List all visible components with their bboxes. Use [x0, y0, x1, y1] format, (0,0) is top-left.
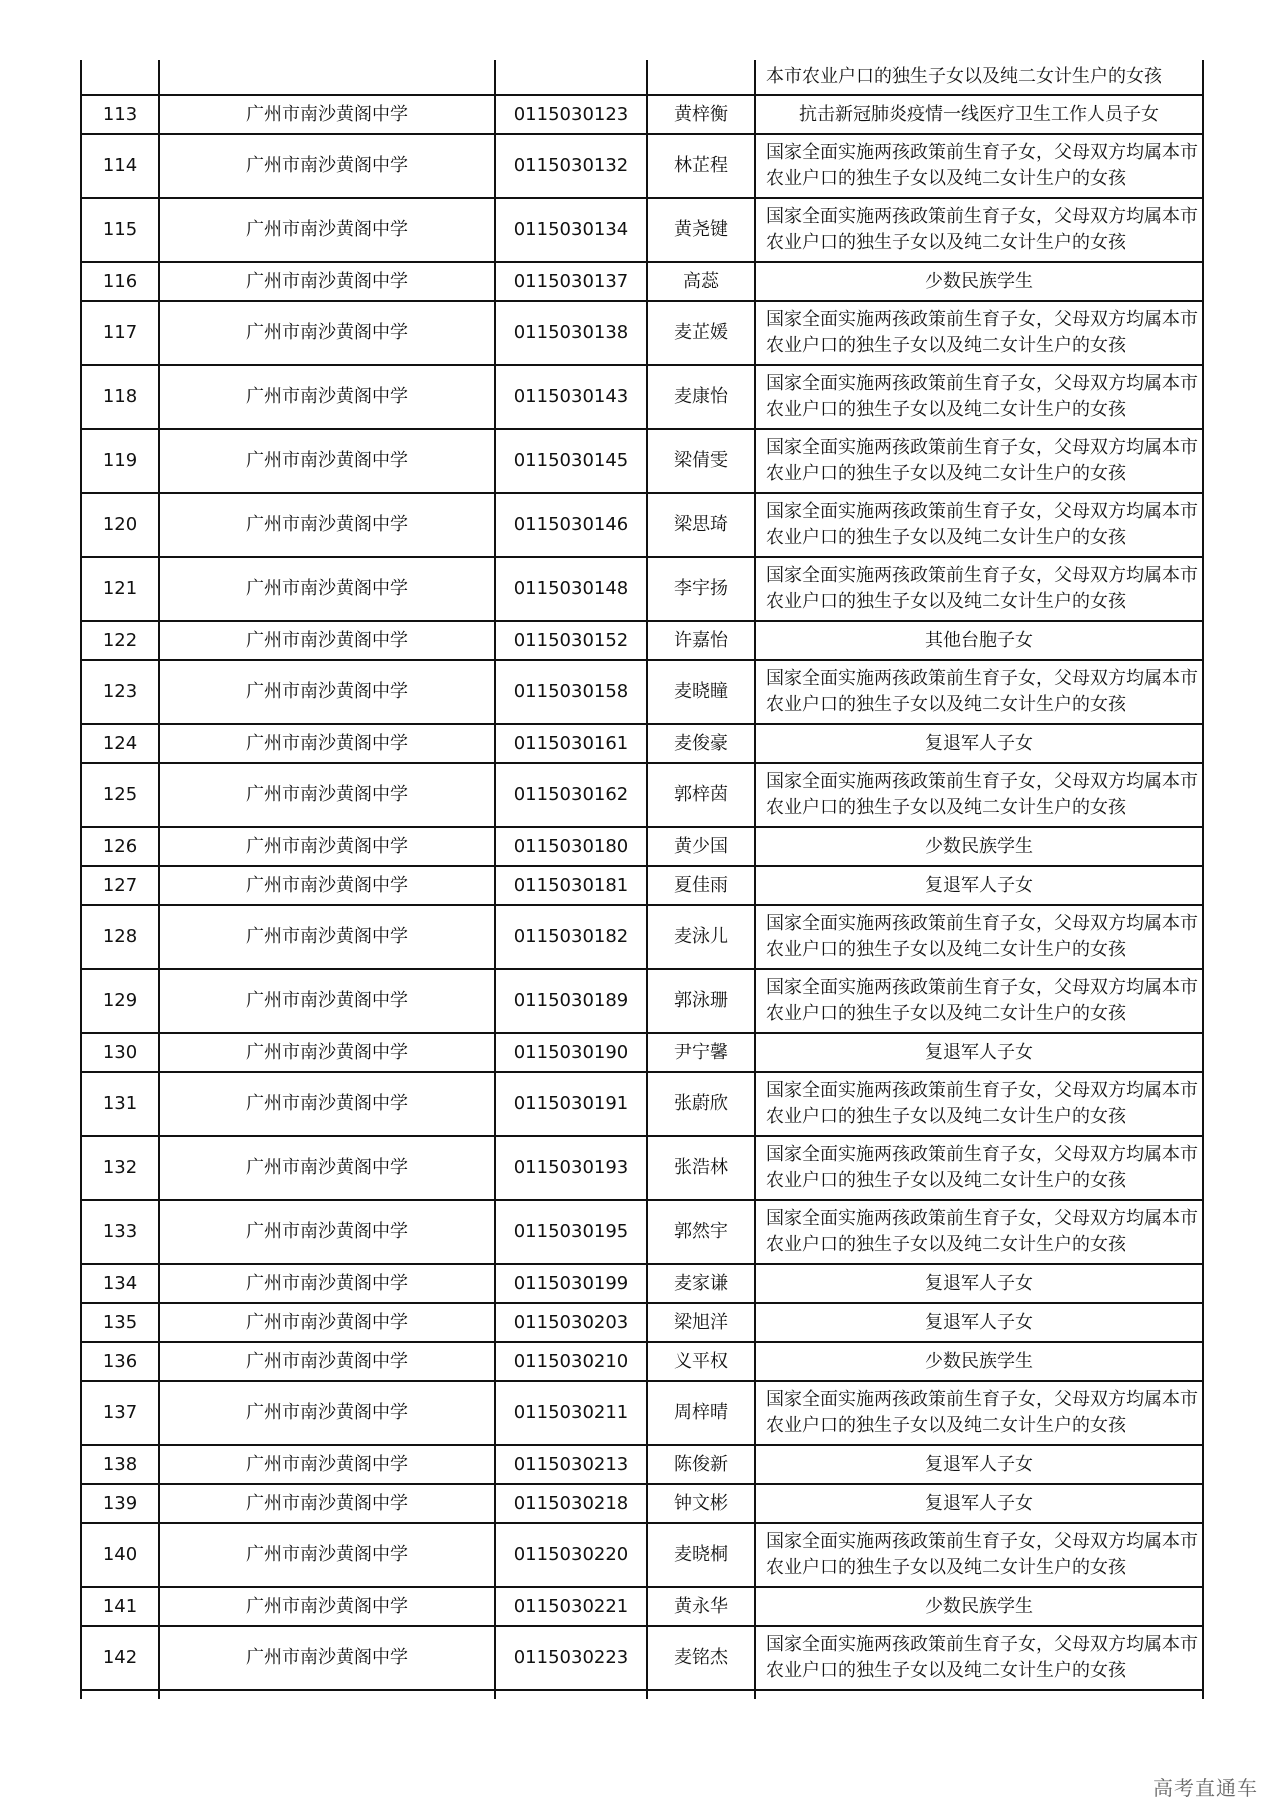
cell-school: 广州市南沙黄阁中学 — [159, 763, 495, 827]
cell-category: 少数民族学生 — [755, 1587, 1203, 1626]
cell-id — [495, 60, 647, 95]
cell-category: 国家全面实施两孩政策前生育子女，父母双方均属本市农业户口的独生子女以及纯二女计生户的女孩 — [755, 365, 1203, 429]
cell-id: 0115030152 — [495, 621, 647, 660]
cell-name: 麦芷媛 — [647, 301, 755, 365]
cell-category: 国家全面实施两孩政策前生育子女，父母双方均属本市农业户口的独生子女以及纯二女计生户的女孩 — [755, 1523, 1203, 1587]
cell-no: 129 — [81, 969, 159, 1033]
cell-name: 张浩林 — [647, 1136, 755, 1200]
cell-name: 陈俊新 — [647, 1445, 755, 1484]
table-row — [81, 621, 1203, 660]
cell-id: 0115030203 — [495, 1303, 647, 1342]
cell-no — [81, 60, 159, 95]
table-row — [81, 198, 1203, 262]
cell-school: 广州市南沙黄阁中学 — [159, 969, 495, 1033]
cell-no: 125 — [81, 763, 159, 827]
cell-category: 复退军人子女 — [755, 724, 1203, 763]
cell-id: 0115030210 — [495, 1342, 647, 1381]
cell-category: 少数民族学生 — [755, 827, 1203, 866]
table-row — [81, 1033, 1203, 1072]
cell-no: 118 — [81, 365, 159, 429]
cell-school: 广州市南沙黄阁中学 — [159, 1136, 495, 1200]
cell-id: 0115030145 — [495, 429, 647, 493]
cell-name: 黄尧键 — [647, 198, 755, 262]
cell-no: 126 — [81, 827, 159, 866]
cell-no: 132 — [81, 1136, 159, 1200]
cell-school: 广州市南沙黄阁中学 — [159, 1626, 495, 1690]
table-row — [81, 866, 1203, 905]
table-row — [81, 763, 1203, 827]
cell-category: 国家全面实施两孩政策前生育子女，父母双方均属本市农业户口的独生子女以及纯二女计生户的女孩 — [755, 493, 1203, 557]
table-row — [81, 969, 1203, 1033]
table-row — [81, 1072, 1203, 1136]
cell-name: 尹宁馨 — [647, 1033, 755, 1072]
cell-no: 127 — [81, 866, 159, 905]
cell-name: 李宇扬 — [647, 557, 755, 621]
cell-no: 121 — [81, 557, 159, 621]
continuation-row — [81, 60, 1203, 95]
cell-school: 广州市南沙黄阁中学 — [159, 1072, 495, 1136]
cell-category: 复退军人子女 — [755, 1264, 1203, 1303]
table-row — [81, 827, 1203, 866]
cell-no: 119 — [81, 429, 159, 493]
cell-category: 国家全面实施两孩政策前生育子女，父母双方均属本市农业户口的独生子女以及纯二女计生户的女孩 — [755, 429, 1203, 493]
table-row — [81, 905, 1203, 969]
cell-school: 广州市南沙黄阁中学 — [159, 1381, 495, 1445]
cell-id: 0115030211 — [495, 1381, 647, 1445]
cell-name — [647, 60, 755, 95]
cell-no: 113 — [81, 95, 159, 134]
cell-name: 许嘉怡 — [647, 621, 755, 660]
cell-school: 广州市南沙黄阁中学 — [159, 365, 495, 429]
cell-category: 少数民族学生 — [755, 1342, 1203, 1381]
cell-name: 麦康怡 — [647, 365, 755, 429]
cell-id: 0115030189 — [495, 969, 647, 1033]
cell-id: 0115030146 — [495, 493, 647, 557]
cell-no: 130 — [81, 1033, 159, 1072]
cell-name: 黄永华 — [647, 1587, 755, 1626]
cell-id: 0115030199 — [495, 1264, 647, 1303]
cell-category: 抗击新冠肺炎疫情一线医疗卫生工作人员子女 — [755, 95, 1203, 134]
cell-no: 116 — [81, 262, 159, 301]
cell-school: 广州市南沙黄阁中学 — [159, 1200, 495, 1264]
cell-school: 广州市南沙黄阁中学 — [159, 262, 495, 301]
table-row — [81, 1587, 1203, 1626]
cell-name: 林芷程 — [647, 134, 755, 198]
cell-name: 张蔚欣 — [647, 1072, 755, 1136]
cell-id: 0115030148 — [495, 557, 647, 621]
cell-id: 0115030181 — [495, 866, 647, 905]
cell-no: 139 — [81, 1484, 159, 1523]
cell-category: 国家全面实施两孩政策前生育子女，父母双方均属本市农业户口的独生子女以及纯二女计生户的女孩 — [755, 660, 1203, 724]
cell-no: 122 — [81, 621, 159, 660]
cell-name: 夏佳雨 — [647, 866, 755, 905]
cell-no: 123 — [81, 660, 159, 724]
cell-school: 广州市南沙黄阁中学 — [159, 1033, 495, 1072]
cell-id: 0115030195 — [495, 1200, 647, 1264]
cell-category: 国家全面实施两孩政策前生育子女，父母双方均属本市农业户口的独生子女以及纯二女计生户的女孩 — [755, 1381, 1203, 1445]
table-row — [81, 557, 1203, 621]
stub-cell — [81, 1690, 159, 1699]
cell-no: 142 — [81, 1626, 159, 1690]
cell-no: 135 — [81, 1303, 159, 1342]
table-row — [81, 660, 1203, 724]
cell-category: 本市农业户口的独生子女以及纯二女计生户的女孩 — [755, 60, 1203, 95]
cell-school — [159, 60, 495, 95]
cell-name: 郭然宇 — [647, 1200, 755, 1264]
stub-cell — [159, 1690, 495, 1699]
cell-category: 国家全面实施两孩政策前生育子女，父母双方均属本市农业户口的独生子女以及纯二女计生户的女孩 — [755, 905, 1203, 969]
cell-no: 141 — [81, 1587, 159, 1626]
table-row — [81, 1200, 1203, 1264]
cell-name: 周梓晴 — [647, 1381, 755, 1445]
cell-school: 广州市南沙黄阁中学 — [159, 724, 495, 763]
cell-school: 广州市南沙黄阁中学 — [159, 905, 495, 969]
cell-no: 138 — [81, 1445, 159, 1484]
table-row — [81, 1484, 1203, 1523]
stub-cell — [755, 1690, 1203, 1699]
cell-category: 复退军人子女 — [755, 1033, 1203, 1072]
cell-no: 133 — [81, 1200, 159, 1264]
table-row — [81, 1445, 1203, 1484]
cell-id: 0115030180 — [495, 827, 647, 866]
cell-id: 0115030182 — [495, 905, 647, 969]
cell-id: 0115030158 — [495, 660, 647, 724]
cell-id: 0115030221 — [495, 1587, 647, 1626]
cell-id: 0115030190 — [495, 1033, 647, 1072]
cell-id: 0115030223 — [495, 1626, 647, 1690]
cell-name: 梁倩雯 — [647, 429, 755, 493]
cell-school: 广州市南沙黄阁中学 — [159, 95, 495, 134]
cell-no: 140 — [81, 1523, 159, 1587]
cell-id: 0115030193 — [495, 1136, 647, 1200]
cell-category: 国家全面实施两孩政策前生育子女，父母双方均属本市农业户口的独生子女以及纯二女计生户的女孩 — [755, 969, 1203, 1033]
cell-no: 115 — [81, 198, 159, 262]
table-row — [81, 1381, 1203, 1445]
table-row — [81, 429, 1203, 493]
cell-category: 国家全面实施两孩政策前生育子女，父母双方均属本市农业户口的独生子女以及纯二女计生户的女孩 — [755, 1626, 1203, 1690]
cell-name: 郭梓茵 — [647, 763, 755, 827]
cell-id: 0115030132 — [495, 134, 647, 198]
cell-category: 国家全面实施两孩政策前生育子女，父母双方均属本市农业户口的独生子女以及纯二女计生户的女孩 — [755, 1136, 1203, 1200]
cell-school: 广州市南沙黄阁中学 — [159, 660, 495, 724]
cell-school: 广州市南沙黄阁中学 — [159, 134, 495, 198]
cell-no: 117 — [81, 301, 159, 365]
table-row — [81, 1303, 1203, 1342]
table-row — [81, 1626, 1203, 1690]
cell-category: 国家全面实施两孩政策前生育子女，父母双方均属本市农业户口的独生子女以及纯二女计生户的女孩 — [755, 134, 1203, 198]
table-row — [81, 1523, 1203, 1587]
cell-no: 136 — [81, 1342, 159, 1381]
cell-id: 0115030137 — [495, 262, 647, 301]
cell-school: 广州市南沙黄阁中学 — [159, 1484, 495, 1523]
table-row — [81, 365, 1203, 429]
cell-school: 广州市南沙黄阁中学 — [159, 827, 495, 866]
table-row — [81, 95, 1203, 134]
cell-name: 高蕊 — [647, 262, 755, 301]
cell-category: 国家全面实施两孩政策前生育子女，父母双方均属本市农业户口的独生子女以及纯二女计生户的女孩 — [755, 1200, 1203, 1264]
cell-name: 黄梓衡 — [647, 95, 755, 134]
cell-category: 国家全面实施两孩政策前生育子女，父母双方均属本市农业户口的独生子女以及纯二女计生户的女孩 — [755, 1072, 1203, 1136]
cell-id: 0115030162 — [495, 763, 647, 827]
cell-no: 120 — [81, 493, 159, 557]
cell-name: 黄少国 — [647, 827, 755, 866]
cell-category: 国家全面实施两孩政策前生育子女，父母双方均属本市农业户口的独生子女以及纯二女计生户的女孩 — [755, 301, 1203, 365]
cell-school: 广州市南沙黄阁中学 — [159, 1523, 495, 1587]
cell-category: 其他台胞子女 — [755, 621, 1203, 660]
cell-name: 梁旭洋 — [647, 1303, 755, 1342]
cell-school: 广州市南沙黄阁中学 — [159, 1342, 495, 1381]
cell-no: 128 — [81, 905, 159, 969]
cell-name: 麦晓瞳 — [647, 660, 755, 724]
table-row — [81, 1342, 1203, 1381]
table-row — [81, 262, 1203, 301]
cell-school: 广州市南沙黄阁中学 — [159, 1303, 495, 1342]
cell-category: 复退军人子女 — [755, 866, 1203, 905]
cell-no: 124 — [81, 724, 159, 763]
cell-name: 麦泳儿 — [647, 905, 755, 969]
table-row — [81, 493, 1203, 557]
cell-name: 麦俊豪 — [647, 724, 755, 763]
admission-table — [80, 60, 1204, 1699]
cell-id: 0115030213 — [495, 1445, 647, 1484]
cell-school: 广州市南沙黄阁中学 — [159, 1445, 495, 1484]
cell-no: 137 — [81, 1381, 159, 1445]
table-row — [81, 724, 1203, 763]
cell-name: 钟文彬 — [647, 1484, 755, 1523]
cell-id: 0115030218 — [495, 1484, 647, 1523]
cell-id: 0115030138 — [495, 301, 647, 365]
cell-id: 0115030143 — [495, 365, 647, 429]
cell-id: 0115030191 — [495, 1072, 647, 1136]
cell-id: 0115030123 — [495, 95, 647, 134]
watermark: 高考直通车 — [1153, 1776, 1258, 1800]
cell-category: 复退军人子女 — [755, 1484, 1203, 1523]
cell-school: 广州市南沙黄阁中学 — [159, 621, 495, 660]
cell-school: 广州市南沙黄阁中学 — [159, 1264, 495, 1303]
cell-category: 国家全面实施两孩政策前生育子女，父母双方均属本市农业户口的独生子女以及纯二女计生户的女孩 — [755, 763, 1203, 827]
cell-no: 134 — [81, 1264, 159, 1303]
cell-school: 广州市南沙黄阁中学 — [159, 493, 495, 557]
cell-no: 131 — [81, 1072, 159, 1136]
stub-cell — [495, 1690, 647, 1699]
table-row — [81, 1264, 1203, 1303]
table-row — [81, 1136, 1203, 1200]
cell-school: 广州市南沙黄阁中学 — [159, 1587, 495, 1626]
cell-school: 广州市南沙黄阁中学 — [159, 429, 495, 493]
table-body — [81, 60, 1203, 1699]
table-row — [81, 134, 1203, 198]
cell-category: 少数民族学生 — [755, 262, 1203, 301]
cell-name: 麦家谦 — [647, 1264, 755, 1303]
cell-school: 广州市南沙黄阁中学 — [159, 866, 495, 905]
cell-id: 0115030220 — [495, 1523, 647, 1587]
table-continuation-stub — [81, 1690, 1203, 1699]
cell-id: 0115030161 — [495, 724, 647, 763]
cell-name: 麦铭杰 — [647, 1626, 755, 1690]
cell-school: 广州市南沙黄阁中学 — [159, 198, 495, 262]
cell-no: 114 — [81, 134, 159, 198]
cell-category: 国家全面实施两孩政策前生育子女，父母双方均属本市农业户口的独生子女以及纯二女计生户的女孩 — [755, 557, 1203, 621]
table-row — [81, 301, 1203, 365]
cell-category: 国家全面实施两孩政策前生育子女，父母双方均属本市农业户口的独生子女以及纯二女计生户的女孩 — [755, 198, 1203, 262]
stub-cell — [647, 1690, 755, 1699]
cell-school: 广州市南沙黄阁中学 — [159, 557, 495, 621]
cell-category: 复退军人子女 — [755, 1303, 1203, 1342]
cell-name: 郭泳珊 — [647, 969, 755, 1033]
cell-name: 义平权 — [647, 1342, 755, 1381]
cell-name: 梁思琦 — [647, 493, 755, 557]
cell-name: 麦晓桐 — [647, 1523, 755, 1587]
cell-id: 0115030134 — [495, 198, 647, 262]
cell-school: 广州市南沙黄阁中学 — [159, 301, 495, 365]
cell-category: 复退军人子女 — [755, 1445, 1203, 1484]
